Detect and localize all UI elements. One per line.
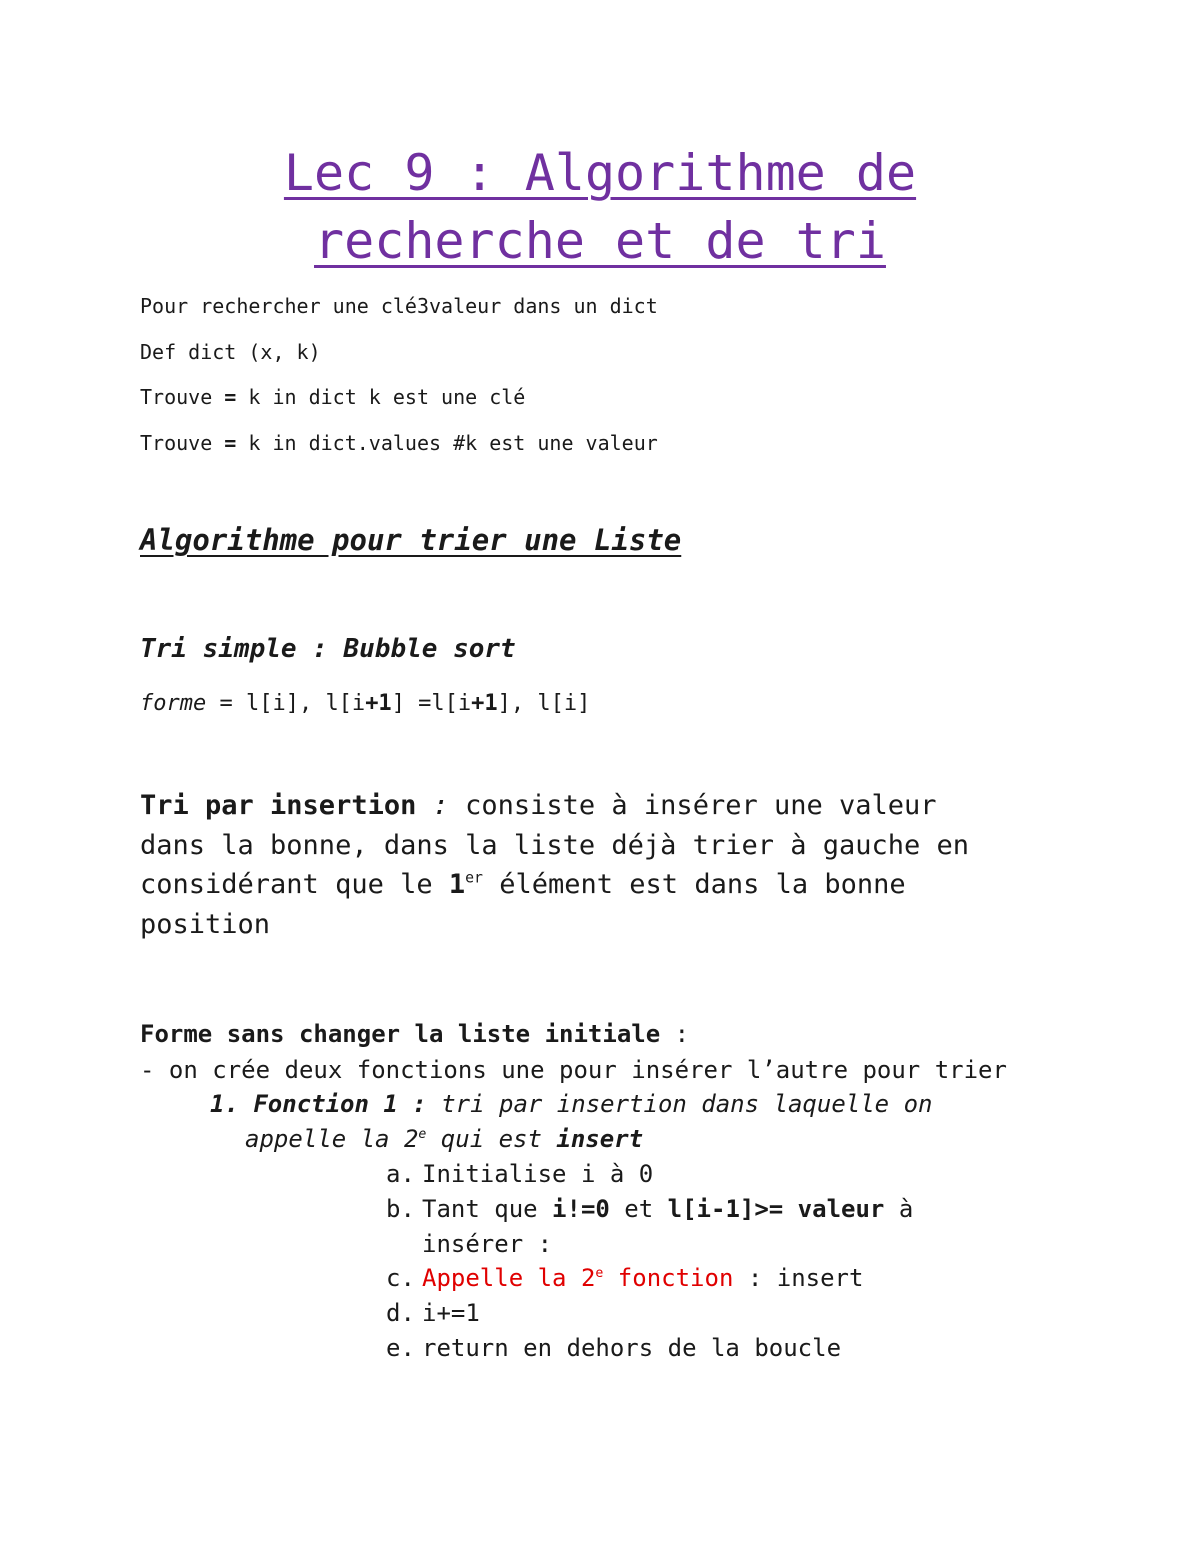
sub-item-e-letter: e. <box>386 1334 415 1362</box>
sub-item-b-bold-1: i!=0 <box>552 1195 610 1223</box>
insertion-line-2: dans la bonne, dans la liste déjà trier à gauche en <box>140 830 970 861</box>
intro-line-1: Pour rechercher une clé3valeur dans un dict <box>140 294 658 318</box>
list-item-1-number: 1. <box>210 1090 239 1118</box>
intro-line-4 <box>140 431 658 455</box>
sub-item-a-text: Initialise i à 0 <box>422 1160 654 1188</box>
insertion-line-3 <box>140 869 906 900</box>
insertion-line-1-rest: consiste à insérer une valeur <box>448 790 937 821</box>
insertion-line-4: position <box>140 909 271 940</box>
intro-line-3-eq: = <box>224 385 237 409</box>
sub-item-b-text-1: Tant que <box>422 1195 553 1223</box>
bubble-sort-heading: Tri simple : Bubble sort <box>140 634 516 664</box>
sub-item-c-text <box>422 1264 863 1292</box>
forme-sans-heading-colon: : <box>660 1020 690 1048</box>
sub-item-b-text-3: à <box>884 1195 914 1223</box>
intro-line-3-a: Trouve <box>140 385 225 409</box>
list-item-1-rest: tri par insertion dans laquelle on <box>426 1090 933 1118</box>
forme-sans-heading-bold: Forme sans changer la liste initiale <box>140 1020 661 1048</box>
forme-sans-dash-line: - on crée deux fonctions une pour insérer l’autre pour trier <box>140 1056 1007 1084</box>
insertion-first-sup: er <box>465 868 483 887</box>
forme-code-1: = l[i], l[i <box>206 691 366 716</box>
intro-line-4-c: k in dict.values #k est une valeur <box>236 431 658 455</box>
forme-sans-heading <box>140 1020 689 1048</box>
insertion-line-3-a: considérant que le <box>140 869 449 900</box>
sub-item-b-letter: b. <box>386 1195 415 1223</box>
sub-item-b-bold-2: l[i-1]>= valeur <box>667 1195 885 1223</box>
page-title-line-2: recherche et de tri <box>314 212 886 270</box>
sub-item-d-letter: d. <box>386 1299 415 1327</box>
list-item-1-line-2 <box>245 1125 643 1153</box>
bubble-sort-formula <box>140 691 590 716</box>
insertion-first-number: 1 <box>448 869 466 900</box>
list-item-1-label: Fonction 1 : <box>253 1090 427 1118</box>
forme-label: forme <box>140 691 207 716</box>
list-item-1-insert: insert <box>556 1125 644 1153</box>
sub-item-b-line-2: insérer : <box>422 1230 553 1258</box>
intro-line-4-a: Trouve <box>140 431 225 455</box>
sub-item-d-text: i+=1 <box>422 1299 480 1327</box>
forme-code-2: ] =l[i <box>391 691 472 716</box>
list-item-1-line-2-b: qui est <box>426 1125 557 1153</box>
sub-item-b-text <box>422 1195 913 1223</box>
forme-code-3: ], l[i] <box>497 691 591 716</box>
intro-line-3 <box>140 385 525 409</box>
sub-item-c-red-1: Appelle la 2 <box>422 1264 596 1292</box>
intro-line-4-eq: = <box>224 431 237 455</box>
sub-item-a-letter: a. <box>386 1160 415 1188</box>
insertion-colon: : <box>416 790 449 821</box>
intro-line-2: Def dict (x, k) <box>140 340 321 364</box>
page-title-line-1: Lec 9 : Algorithme de <box>283 144 917 202</box>
forme-plus-2: +1 <box>471 691 498 716</box>
sub-item-e-text: return en dehors de la boucle <box>422 1334 842 1362</box>
insertion-line-1 <box>140 790 937 821</box>
intro-line-3-c: k in dict k est une clé <box>236 385 526 409</box>
sub-item-c-red-2: fonction <box>603 1264 734 1292</box>
list-item-1-line-2-sup: e <box>418 1126 427 1142</box>
list-item-1-line-2-a: appelle la 2 <box>245 1125 419 1153</box>
sub-item-b-text-2: et <box>609 1195 668 1223</box>
list-item-1 <box>210 1090 932 1118</box>
sub-item-c-red-sup: e <box>595 1265 604 1281</box>
insertion-line-3-b: élément est dans la bonne <box>483 869 906 900</box>
sub-item-c-letter: c. <box>386 1264 415 1292</box>
insertion-label: Tri par insertion <box>140 790 417 821</box>
sub-item-c-rest: : insert <box>733 1264 864 1292</box>
section-heading: Algorithme pour trier une Liste <box>140 523 682 557</box>
forme-plus-1: +1 <box>365 691 392 716</box>
